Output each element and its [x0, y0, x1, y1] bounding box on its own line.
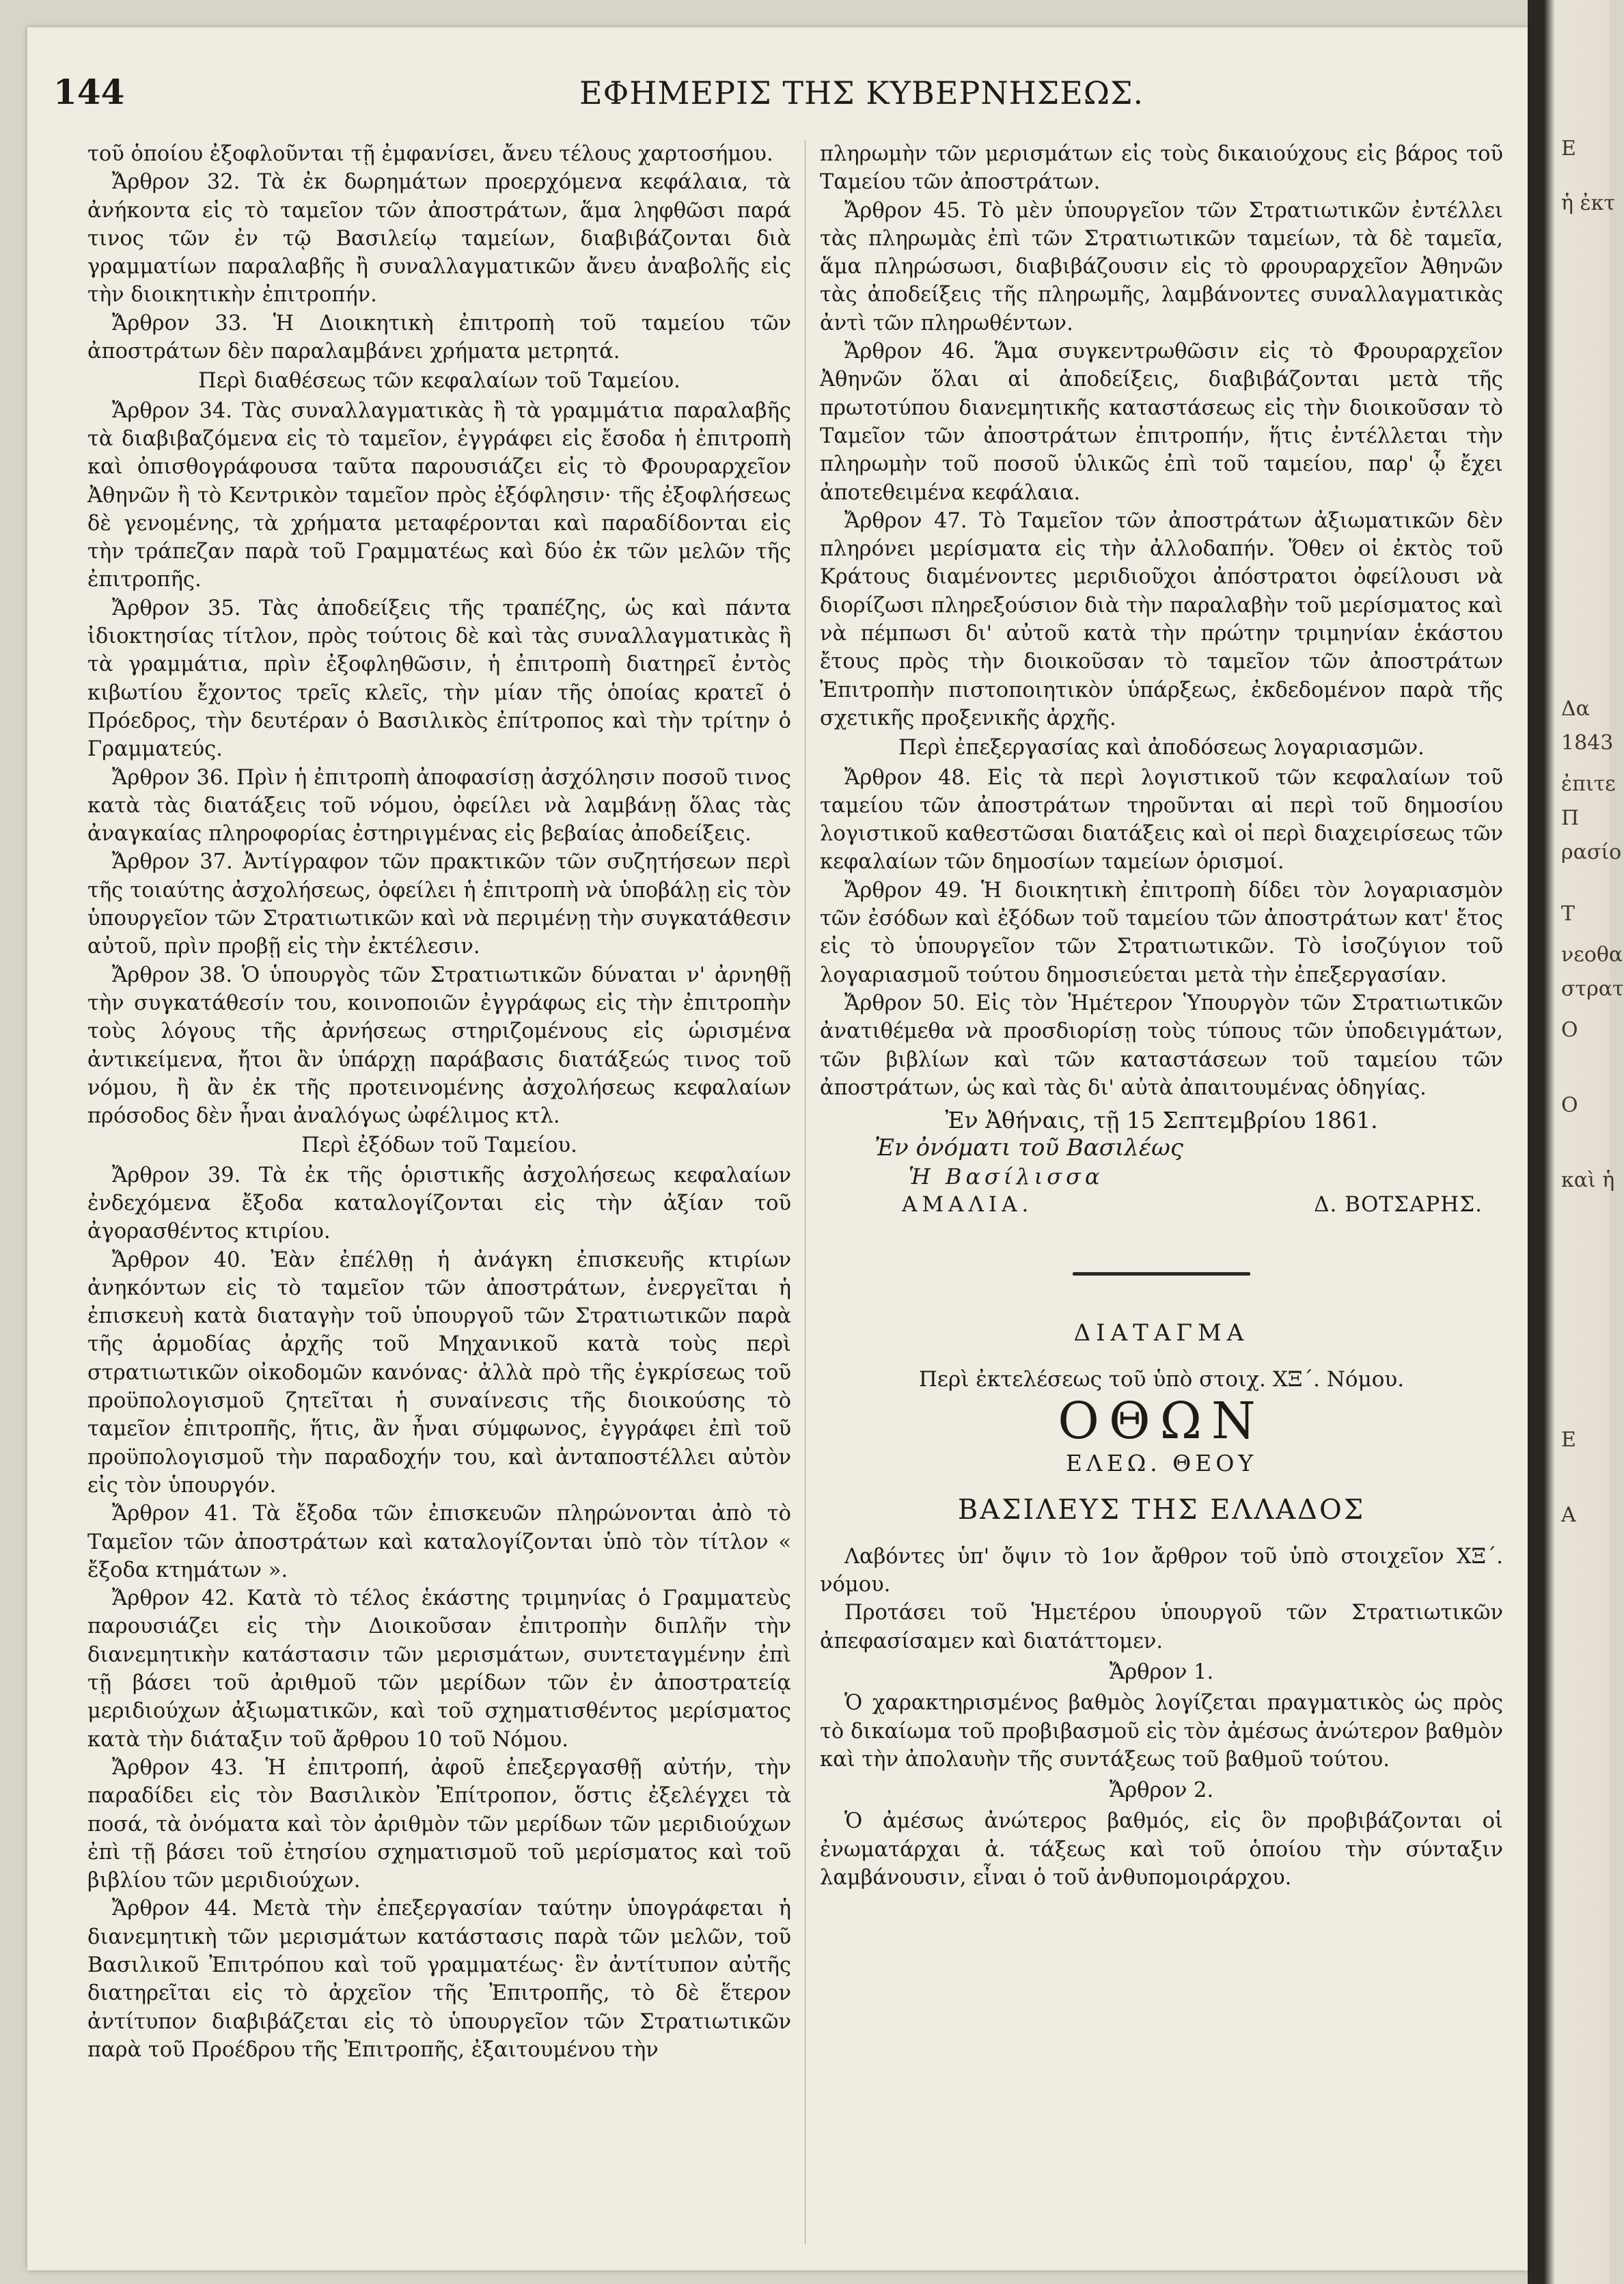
article-paragraph: Ἄρθρον 45. Τὸ μὲν ὑπουργεῖον τῶν Στρατιωτικῶν ἐντέλλει τὰς πληρωμὰς ἐπὶ τῶν Στρατιωτικῶν ταμείων, τὰ δὲ ταμεῖα, ἅμα πληρώσωσι, διαβιβάζουσιν εἰς τὸ φρουραρχεῖον Ἀθηνῶν τὰς ἀποδείξεις τῆς πληρωμῆς, λαμβάνοντες συναλλαγματικὰς ἀντὶ τῶν πληρωθέντων. [820, 198, 1503, 335]
spine-text-fragment: Ο [1561, 1018, 1578, 1042]
spine-text-fragment: Ο [1561, 1093, 1578, 1117]
king-name: ΟΘΩΝ [1058, 1391, 1265, 1450]
spine-text-fragment: Ε [1561, 1428, 1576, 1452]
article-paragraph: Ἄρθρον 46. Ἅμα συγκεντρωθῶσιν εἰς τὸ Φρουραρχεῖον Ἀθηνῶν ὅλαι αἱ ἀποδείξεις, διαβιβάζονται μετὰ τῆς πρωτοτύπου διανεμητικῆς καταστάσεως εἰς τὴν διοικοῦσαν τὸ Ταμεῖον τῶν ἀποστράτων ἐπιτροπήν, ἥτις ἐντέλλεται τὴν πληρωμὴν τοῦ ποσοῦ ὑλικῶς ἐπὶ τοῦ ταμείου, παρ' ᾧ ἔχει ἀποτεθειμένα κεφάλαια. [820, 340, 1503, 505]
section-rule [1073, 1272, 1250, 1276]
article-paragraph: Λαβόντες ὑπ' ὄψιν τὸ 1ον ἄρθρον τοῦ ὑπὸ στοιχεῖον ΧΞ΄. νόμου. [820, 1544, 1503, 1597]
minister-signature: Δ. ΒΟΤΣΑΡΗΣ. [1314, 1192, 1483, 1217]
spine-text-fragment: Ε [1561, 137, 1576, 161]
article-paragraph: Ἄρθρον 33. Ἡ Διοικητικὴ ἐπιτροπὴ τοῦ ταμείου τῶν ἀποστράτων δὲν παραλαμβάνει χρήματα μετρητά. [87, 311, 791, 364]
signature-formula: Ἐν ὀνόματι τοῦ Βασιλέως [875, 1134, 1183, 1162]
article-paragraph: Ἄρθρον 40. Ἐὰν ἐπέλθῃ ἡ ἀνάγκη ἐπισκευῆς κτιρίων ἀνηκόντων εἰς τὸ ταμεῖον τῶν ἀποστράτων, ἐνεργεῖται ἡ ἐπισκευὴ κατὰ διαταγὴν τοῦ ὑπουργοῦ τῶν Στρατιωτικῶν παρὰ τῆς ἁρμοδίας ἀρχῆς τοῦ Μηχανικοῦ κατὰ τοὺς περὶ στρατιωτικῶν οἰκοδομῶν κανόνας· ἀλλὰ πρὸ τῆς ἐγκρίσεως τοῦ προϋπολογισμοῦ ζητεῖται ἡ συναίνεσις τῆς διοικούσης τὸ ταμεῖον ἐπιτροπῆς, ἥτις, ἂν ἦναι σύμφωνος, ἐγγράφει ἐπὶ τοῦ προϋπολογισμοῦ τὴν παραδοχήν του, καὶ ἀνταποστέλλει αὐτὸν εἰς τὸν ὑπουργόν. [87, 1248, 791, 1498]
spine-text-fragment: Τ [1561, 902, 1575, 926]
page-number: 144 [53, 72, 125, 112]
section-heading: Περὶ διαθέσεως τῶν κεφαλαίων τοῦ Ταμείου. [198, 369, 680, 394]
spine-text-fragment: νεοθα [1561, 943, 1623, 967]
article-paragraph: τοῦ ὁποίου ἐξοφλοῦνται τῇ ἐμφανίσει, ἄνευ τέλους χαρτοσήμου. [87, 142, 773, 166]
spine-text-fragment: Δα [1561, 697, 1590, 721]
article-paragraph: Ὁ ἀμέσως ἀνώτερος βαθμός, εἰς ὃν προβιβάζονται οἱ ἐνωματάρχαι ἀ. τάξεως καὶ τοῦ ὁποίου τὴν σύνταξιν λαμβάνουσιν, εἶναι ὁ τοῦ ἀνθυπομοιράρχου. [820, 1809, 1503, 1890]
article-paragraph: Ἄρθρον 44. Μετὰ τὴν ἐπεξεργασίαν ταύτην ὑπογράφεται ἡ διανεμητικὴ τῶν μερισμάτων κατάστασις παρὰ τῶν μελῶν, τοῦ Βασιλικοῦ Ἐπιτρόπου καὶ τοῦ γραμματέως· ἓν ἀντίτυπον αὐτῆς διατηρεῖται εἰς τὸ ἀρχεῖον τῆς Ἐπιτροπῆς, τὸ δὲ ἕτερον ἀντίτυπον διαβιβάζεται εἰς τὸ ὑπουργεῖον τῶν Στρατιωτικῶν παρὰ τοῦ Προέδρου τῆς Ἐπιτροπῆς, ἐξαιτουμένου τὴν [87, 1897, 791, 2062]
spine-text-fragment: καὶ ἡ [1561, 1168, 1615, 1192]
left-column [87, 140, 791, 2064]
signature-row [820, 1191, 1503, 1219]
article-paragraph: Ἄρθρον 34. Τὰς συναλλαγματικὰς ἢ τὰ γραμμάτια παραλαβῆς τὰ διαβιβαζόμενα εἰς τὸ ταμεῖον, ἐγγράφει εἰς ἔσοδα ἡ ἐπιτροπὴ καὶ ὀπισθογράφουσα ταῦτα παρουσιάζει εἰς τὸ Φρουραρχεῖον Ἀθηνῶν ἢ τὸ Κεντρικὸν ταμεῖον πρὸς ἐξόφλησιν· τῆς ἐξοφλήσεως δὲ γενομένης, τὰ χρήματα μεταφέρονται καὶ παραδίδονται εἰς τὴν τράπεζαν παρὰ τοῦ Γραμματέως καὶ δύο ἐκ τῶν μελῶν τῆς ἐπιτροπῆς. [87, 398, 791, 592]
article-paragraph: Ἄρθρον 37. Ἀντίγραφον τῶν πρακτικῶν τῶν συζητήσεων περὶ τῆς τοιαύτης ἀσχολήσεως, ὀφείλει ἡ ἐπιτροπὴ νὰ ὑποβάλῃ εἰς τὸν ὑπουργεῖον τῶν Στρατιωτικῶν καὶ νὰ περιμένῃ τὴν συγκατάθεσιν αὐτοῦ, πρὶν προβῇ εἰς τὴν ἐκτέλεσιν. [87, 850, 791, 959]
right-column [820, 140, 1503, 1892]
article-paragraph: Ἄρθρον 41. Τὰ ἔξοδα τῶν ἐπισκευῶν πληρώνονται ἀπὸ τὸ Ταμεῖον τῶν ἀποστράτων καὶ καταλογίζονται ὑπὸ τὸν τίτλον « ἔξοδα κτημάτων ». [87, 1502, 791, 1582]
decree-subtitle: Περὶ ἐκτελέσεως τοῦ ὑπὸ στοιχ. ΧΞ΄. Νόμου. [918, 1366, 1405, 1392]
article-paragraph: Ἄρθρον 47. Τὸ Ταμεῖον τῶν ἀποστράτων ἀξιωματικῶν δὲν πληρόνει μερίσματα εἰς τὴν ἀλλοδαπήν. Ὅθεν οἱ ἐκτὸς τοῦ Κράτους διαμένοντες μεριδιοῦχοι ἀπόστρατοι ὀφείλουσι νὰ διορίζωσι πληρεξούσιον διὰ τὴν παραλαβὴν τοῦ μερίσματος καὶ νὰ πέμπωσι δι' αὐτοῦ κατὰ τὴν πρώτην τριμηνίαν ἑκάστου ἔτους πρὸς τὴν διοικοῦσαν τὸ ταμεῖον τῶν ἀποστράτων Ἐπιτροπὴν πιστοποιητικὸν ὑπάρξεως, ἐκδεδομένον παρὰ τῆς σχετικῆς προξενικῆς ἀρχῆς. [820, 508, 1503, 730]
article-heading: Ἄρθρον 1. [1109, 1660, 1214, 1684]
article-paragraph: Ἄρθρον 42. Κατὰ τὸ τέλος ἑκάστης τριμηνίας ὁ Γραμματεὺς παρουσιάζει εἰς τὴν Διοικοῦσαν ἐπιτροπὴν διπλῆν τὴν διανεμητικὴν κατάστασιν τῶν μερισμάτων, συντεταγμένην ἐπὶ τῇ βάσει τοῦ ἀριθμοῦ τῶν μερίδων τῶν ἐν ἀποστρατείᾳ μεριδιούχων ἀξιωματικῶν, καὶ τοῦ σχηματισθέντος μερίσματος κατὰ τὴν διάταξιν τοῦ ἄρθρου 10 τοῦ Νόμου. [87, 1586, 791, 1752]
section-heading: Περὶ ἐπεξεργασίας καὶ ἀποδόσεως λογαριασμῶν. [898, 736, 1425, 760]
spine-text-fragment: ρασίο [1561, 840, 1622, 864]
article-paragraph: πληρωμὴν τῶν μερισμάτων εἰς τοὺς δικαιούχους εἰς βάρος τοῦ Ταμείου τῶν ἀποστράτων. [820, 142, 1503, 195]
section-heading: Περὶ ἐξόδων τοῦ Ταμείου. [301, 1133, 577, 1158]
spine-text-fragment: Π [1561, 806, 1580, 830]
spine-text-fragment: 1843 [1561, 731, 1614, 755]
queen-name: ΑΜΑΛΙΑ. [902, 1192, 1034, 1217]
by-grace-of-god: ΕΛΕΩ. ΘΕΟΥ [1065, 1450, 1258, 1477]
article-paragraph: Ἄρθρον 50. Εἰς τὸν Ἡμέτερον Ὑπουργὸν τῶν Στρατιωτικῶν ἀνατιθέμεθα νὰ προσδιορίσῃ τοὺς τύπους τῶν ὑποδειγμάτων, τῶν βιβλίων καὶ τῶν καταστάσεων τοῦ ταμείου τῶν ἀποστράτων, ὡς καὶ τὰς δι' αὐτὰ ἀπαιτουμένας ὁδηγίας. [820, 991, 1503, 1100]
column-divider [805, 140, 806, 2244]
article-paragraph: Ἄρθρον 35. Τὰς ἀποδείξεις τῆς τραπέζης, ὡς καὶ πάντα ἰδιοκτησίας τίτλον, πρὸς τούτοις δὲ καὶ τὰς συναλλαγματικὰς ἢ τὰ γραμμάτια, πρὶν ἐξοφληθῶσιν, ἡ ἐπιτροπὴ διατηρεῖ ἐντὸς κιβωτίου ἔχοντος τρεῖς κλεῖς, τὴν μίαν τῆς ὁποίας κρατεῖ ὁ Πρόεδρος, τὴν δευτέραν ὁ Βασιλικὸς ἐπίτροπος καὶ τὴν τρίτην ὁ Γραμματεύς. [87, 596, 791, 762]
article-paragraph: Ἄρθρον 32. Τὰ ἐκ δωρημάτων προερχόμενα κεφάλαια, τὰ ἀνήκοντα εἰς τὸ ταμεῖον τῶν ἀποστράτων, ἅμα ληφθῶσι παρά τινος τῶν ἐν τῷ Βασιλείῳ ταμείων, διαβιβάζονται διὰ γραμματίων παραλαβῆς ἢ συναλλαγματικῶν ἄνευ ἀναβολῆς εἰς τὴν διοικητικὴν ἐπιτροπήν. [87, 170, 791, 307]
journal-title: ΕΦΗΜΕΡΙΣ ΤΗΣ ΚΥΒΕΡΝΗΣΕΩΣ. [579, 74, 1144, 111]
article-paragraph: Ἄρθρον 48. Εἰς τὰ περὶ λογιστικοῦ τῶν κεφαλαίων τοῦ ταμείου τῶν ἀποστράτων τηροῦνται αἱ περὶ τοῦ δημοσίου λογιστικοῦ καθεστῶσαι διατάξεις καὶ οἱ περὶ διαχειρίσεως τῶν κεφαλαίων τῶν δημοσίων ταμείων ὁρισμοί. [820, 765, 1503, 875]
article-paragraph: Ἄρθρον 49. Ἡ διοικητικὴ ἐπιτροπὴ δίδει τὸν λογαριασμὸν τῶν ἐσόδων καὶ ἐξόδων τοῦ ταμείου τῶν ἀποστράτων κατ' ἔτος εἰς τὸ ὑπουργεῖον τῶν Στρατιωτικῶν. Τὸ ἰσοζύγιον τοῦ λογαριασμοῦ τούτου δημοσιεύεται μετὰ τὴν ἐπεξεργασίαν. [820, 878, 1503, 987]
spine-text-fragment: ἐπιτε [1561, 772, 1616, 796]
decree-date: Ἐν Ἀθήναις, τῇ 15 Σεπτεμβρίου 1861. [945, 1107, 1378, 1134]
article-paragraph: Προτάσει τοῦ Ἡμετέρου ὑπουργοῦ τῶν Στρατιωτικῶν ἀπεφασίσαμεν καὶ διατάττομεν. [820, 1601, 1503, 1653]
queen-title: Ἡ Βασίλισσα [909, 1163, 1104, 1189]
king-of-greece: ΒΑΣΙΛΕΥΣ ΤΗΣ ΕΛΛΑΔΟΣ [957, 1494, 1366, 1526]
book-spine-edge [1528, 0, 1610, 2284]
article-paragraph: Ἄρθρον 39. Τὰ ἐκ τῆς ὁριστικῆς ἀσχολήσεως κεφαλαίων ἐνδεχόμενα ἔξοδα καταλογίζονται εἰς τὴν ἀξίαν τοῦ ἀγορασθέντος κτιρίου. [87, 1163, 791, 1244]
spine-text-fragment: ἡ ἐκτ [1561, 191, 1615, 215]
article-paragraph: Ὁ χαρακτηρισμένος βαθμὸς λογίζεται πραγματικὸς ὡς πρὸς τὸ δικαίωμα τοῦ προβιβασμοῦ εἰς τὸν ἀμέσως ἀνώτερον βαθμὸν καὶ τὴν ἀπολαυὴν τῆς συντάξεως τοῦ βαθμοῦ τούτου. [820, 1691, 1503, 1772]
spine-text-fragment: Α [1561, 1503, 1576, 1527]
article-heading: Ἄρθρον 2. [1109, 1778, 1214, 1803]
page-header [53, 65, 1447, 126]
decree-title: ΔΙΑΤΑΓΜΑ [1073, 1319, 1250, 1347]
spine-text-fragment: στρατ [1561, 977, 1624, 1001]
article-paragraph: Ἄρθρον 38. Ὁ ὑπουργὸς τῶν Στρατιωτικῶν δύναται ν' ἀρνηθῇ τὴν συγκατάθεσίν του, κοινοποιῶν ἐγγράφως εἰς τὴν ἐπιτροπὴν τοὺς λόγους τῆς ἀρνήσεως στηριζομένους εἰς ὡρισμένα ἀντικείμενα, ἤτοι ἂν ὑπάρχῃ παράβασις διατάξεώς τινος τοῦ νόμου, ἢ ἂν ἐκ τῆς προτεινομένης ἀσχολήσεως κεφαλαίων πρόσοδος δὲν ἦναι ἀναλόγως ὠφέλιμος κτλ. [87, 963, 791, 1129]
article-paragraph: Ἄρθρον 36. Πρὶν ἡ ἐπιτροπὴ ἀποφασίσῃ ἀσχόλησιν ποσοῦ τινος κατὰ τὰς διατάξεις τοῦ νόμου, ὀφείλει νὰ λαμβάνῃ ὅλας τὰς ἀναγκαίας πληροφορίας ἐστηριγμένας εἰς βεβαίας ἀποδείξεις. [87, 765, 791, 847]
article-paragraph: Ἄρθρον 43. Ἡ ἐπιτροπή, ἀφοῦ ἐπεξεργασθῇ αὐτήν, τὴν παραδίδει εἰς τὸν Βασιλικὸν Ἐπίτροπον, ὅστις ἐξελέγχει τὰ ποσά, τὰ ὀνόματα καὶ τὸν ἀριθμὸν τῶν μερίδων τῶν μεριδιούχων ἐπὶ τῇ βάσει τοῦ ἐτησίου σχηματισμοῦ τοῦ μερίσματος καὶ τοῦ βιβλίου τῶν μεριδιούχων. [87, 1755, 791, 1893]
